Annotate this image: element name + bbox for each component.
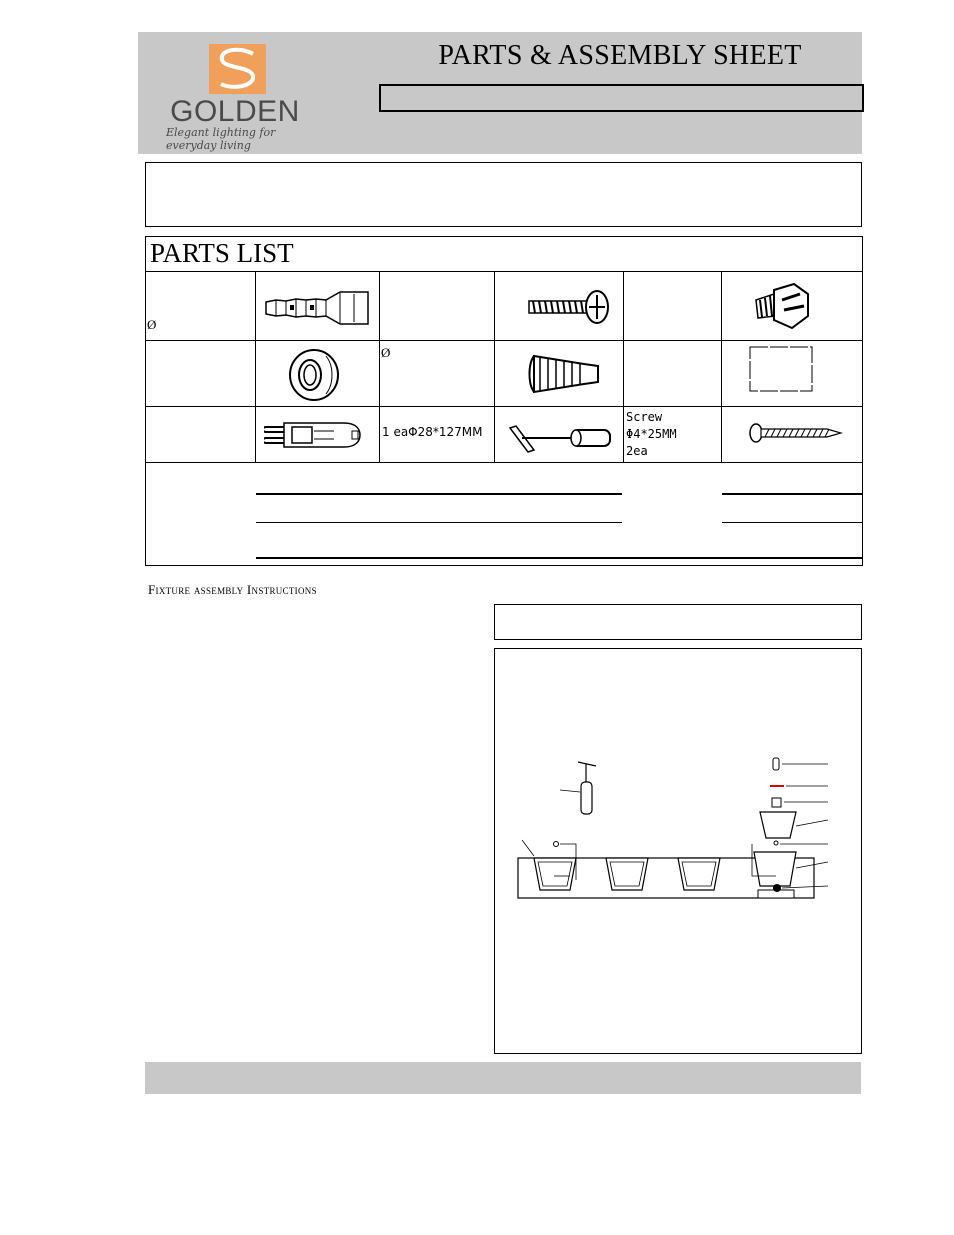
fill-in-line bbox=[256, 522, 622, 523]
fill-in-line bbox=[722, 493, 862, 495]
wall-anchor-icon bbox=[262, 288, 372, 333]
ball-nut-icon bbox=[288, 348, 340, 407]
table-col-divider bbox=[721, 271, 722, 463]
table-col-divider bbox=[379, 271, 380, 463]
g9-bulb-icon bbox=[264, 419, 364, 456]
hex-screw-icon bbox=[752, 280, 812, 339]
fill-in-line bbox=[722, 522, 862, 523]
part-label: Ø bbox=[147, 317, 157, 332]
machine-screw-icon bbox=[527, 289, 611, 330]
blank-part-icon bbox=[749, 346, 813, 397]
description-box bbox=[145, 162, 862, 227]
table-row-divider bbox=[145, 271, 862, 272]
wood-screw-icon bbox=[749, 422, 843, 449]
table-row-divider bbox=[145, 340, 862, 341]
model-number-box bbox=[379, 84, 864, 112]
instructions-title: Fixture assembly Instructions bbox=[148, 582, 317, 597]
table-row-divider bbox=[145, 462, 862, 463]
brand-name: GOLDEN bbox=[170, 95, 300, 128]
table-col-divider bbox=[623, 271, 624, 463]
table-col-divider bbox=[255, 271, 256, 463]
brand-tagline: Elegant lighting for everyday living bbox=[166, 126, 276, 152]
wire-nut-icon bbox=[528, 350, 608, 403]
page-title: PARTS & ASSEMBLY SHEET bbox=[438, 40, 802, 71]
fill-in-line bbox=[256, 557, 862, 559]
pendant-tool-icon bbox=[506, 422, 616, 461]
parts-list-title: PARTS LIST bbox=[150, 238, 294, 268]
footer-bar bbox=[145, 1062, 861, 1094]
logo-icon bbox=[209, 44, 266, 94]
assembly-diagram bbox=[500, 740, 850, 915]
table-row-divider bbox=[145, 406, 862, 407]
fill-in-line bbox=[256, 493, 622, 495]
part-label: Ø bbox=[381, 345, 391, 360]
instructions-header-box bbox=[494, 604, 862, 640]
part-label: Screw Φ4*25MM 2ea bbox=[626, 410, 677, 458]
part-label: 1 eaΦ28*127MM bbox=[382, 425, 483, 439]
table-col-divider bbox=[494, 271, 495, 463]
